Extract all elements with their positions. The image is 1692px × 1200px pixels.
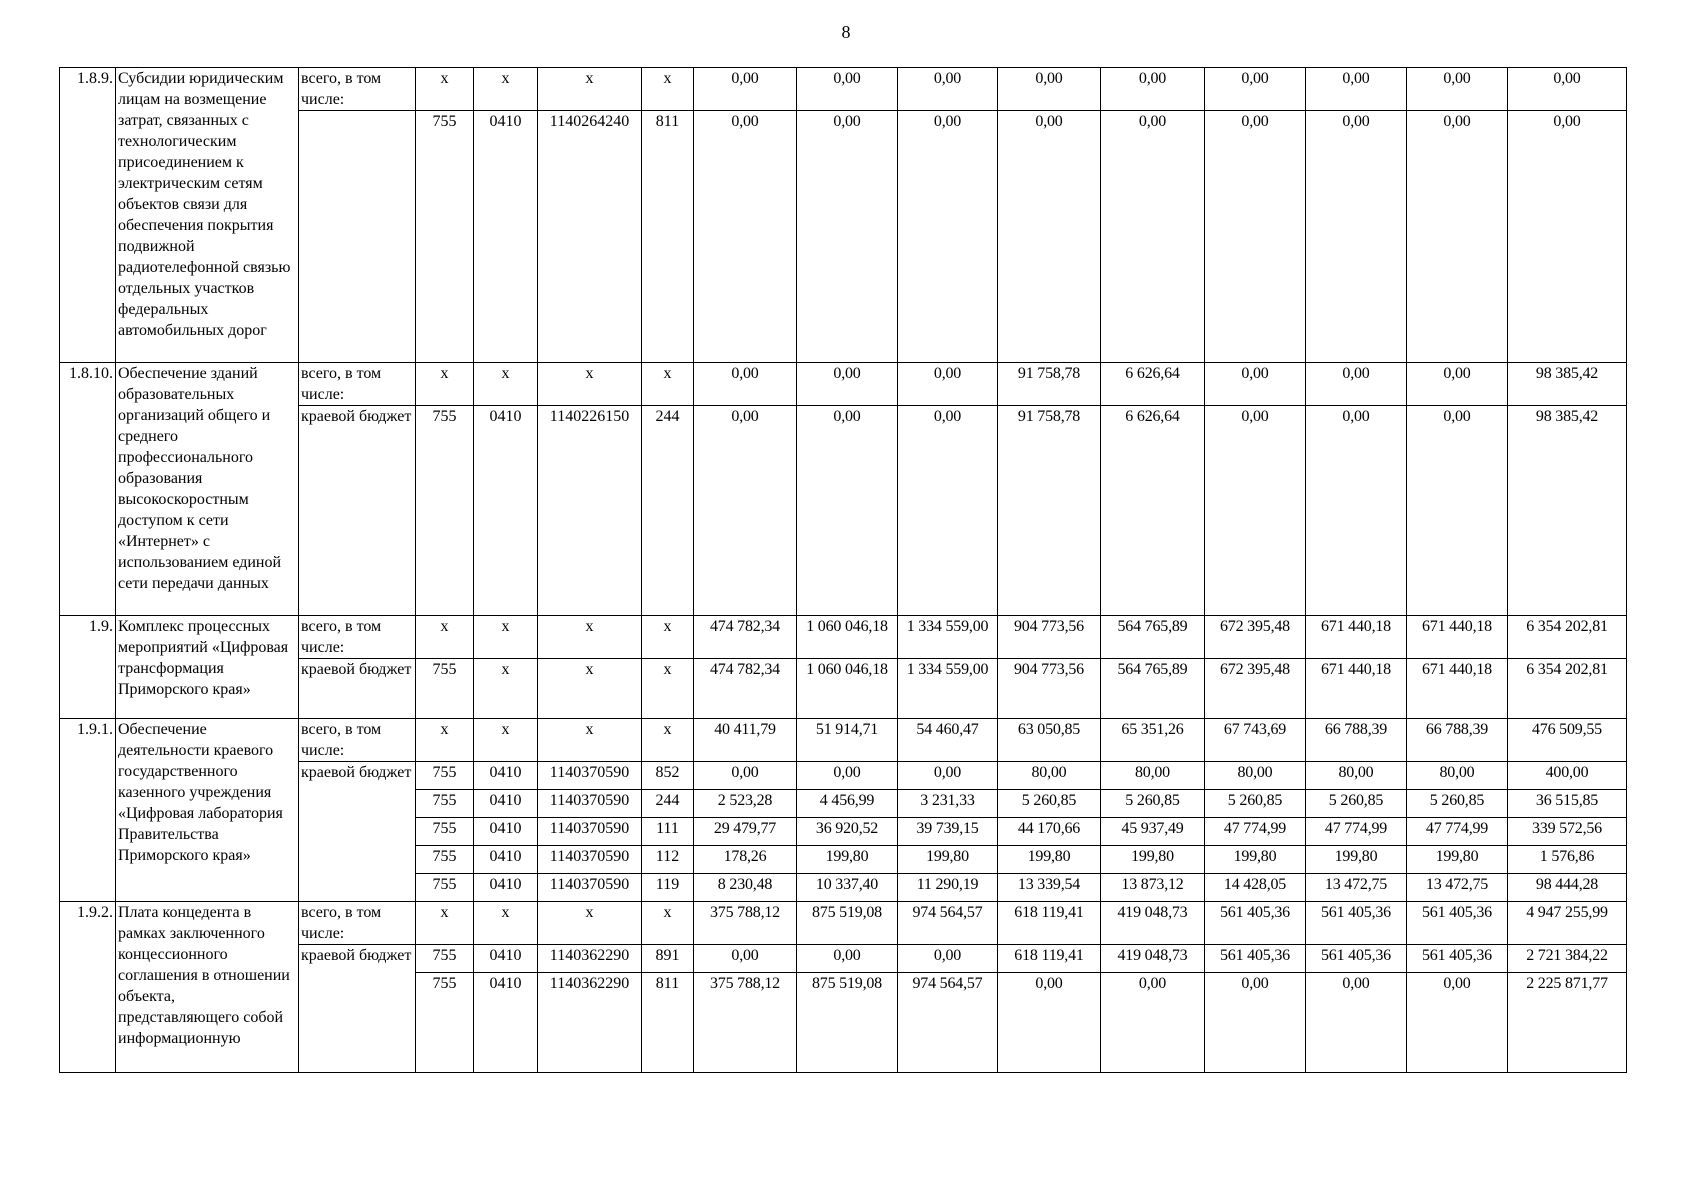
year-value: 0,00	[1205, 406, 1306, 616]
year-value: 1 334 559,00	[898, 616, 998, 659]
funding-source: всего, в том числе:	[299, 616, 416, 659]
year-value: 672 395,48	[1205, 659, 1306, 719]
year-value: 564 765,89	[1101, 616, 1205, 659]
table-row	[60, 719, 1627, 762]
year-value: 44 170,66	[998, 818, 1101, 846]
total-value: 476 509,55	[1508, 719, 1627, 762]
year-value: 375 788,12	[694, 902, 797, 945]
total-value: 4 947 255,99	[1508, 902, 1627, 945]
year-value: 375 788,12	[694, 973, 797, 1073]
total-value: 339 572,56	[1508, 818, 1627, 846]
year-value: 474 782,34	[694, 616, 797, 659]
year-value: 54 460,47	[898, 719, 998, 762]
year-value: 0,00	[694, 945, 797, 973]
vr-code: 852	[642, 762, 694, 790]
total-value: 6 354 202,81	[1508, 616, 1627, 659]
year-value: 6 626,64	[1101, 406, 1205, 616]
year-value: 618 119,41	[998, 945, 1101, 973]
year-value: 13 472,75	[1407, 874, 1508, 902]
funding-source: всего, в том числе:	[299, 363, 416, 406]
grbs-code: 755	[416, 406, 474, 616]
year-value: 0,00	[1306, 406, 1407, 616]
year-value: 36 920,52	[797, 818, 898, 846]
rzpr-code: 0410	[474, 945, 538, 973]
year-value: 671 440,18	[1407, 616, 1508, 659]
grbs-code: 755	[416, 818, 474, 846]
year-value: 0,00	[1306, 363, 1407, 406]
year-value: 5 260,85	[1205, 790, 1306, 818]
row-title: Комплекс процессных мероприятий «Цифровая трансформация Приморского края»	[116, 616, 299, 719]
vr-code: 244	[642, 790, 694, 818]
csr-code: 1140370590	[538, 846, 642, 874]
year-value: 80,00	[1407, 762, 1508, 790]
vr-code: 891	[642, 945, 694, 973]
year-value: 13 873,12	[1101, 874, 1205, 902]
year-value: 199,80	[898, 846, 998, 874]
grbs-code: 755	[416, 846, 474, 874]
year-value: 0,00	[797, 945, 898, 973]
year-value: 561 405,36	[1205, 945, 1306, 973]
year-value: 0,00	[1407, 68, 1508, 111]
year-value: 0,00	[694, 363, 797, 406]
year-value: 63 050,85	[998, 719, 1101, 762]
budget-table-body	[60, 68, 1627, 1073]
grbs-code: x	[416, 363, 474, 406]
grbs-code: 755	[416, 659, 474, 719]
year-value: 4 456,99	[797, 790, 898, 818]
row-title: Субсидии юридическим лицам на возмещение затрат, связанных с технологическим присоединением к электрическим сетям объектов связи для обеспечения покрытия подвижной радиотелефонной связью отдельных участков федеральных автомобильных дорог	[116, 68, 299, 363]
total-value: 6 354 202,81	[1508, 659, 1627, 719]
year-value: 419 048,73	[1101, 945, 1205, 973]
grbs-code: 755	[416, 111, 474, 363]
year-value: 561 405,36	[1205, 902, 1306, 945]
year-value: 10 337,40	[797, 874, 898, 902]
table-row	[60, 616, 1627, 659]
row-code: 1.9.	[60, 616, 116, 719]
vr-code: 811	[642, 111, 694, 363]
grbs-code: 755	[416, 762, 474, 790]
vr-code: x	[642, 68, 694, 111]
year-value: 80,00	[1101, 762, 1205, 790]
year-value: 45 937,49	[1101, 818, 1205, 846]
year-value: 0,00	[1306, 973, 1407, 1073]
year-value: 5 260,85	[1407, 790, 1508, 818]
csr-code: 1140370590	[538, 790, 642, 818]
year-value: 618 119,41	[998, 902, 1101, 945]
year-value: 0,00	[898, 762, 998, 790]
year-value: 91 758,78	[998, 406, 1101, 616]
year-value: 672 395,48	[1205, 616, 1306, 659]
rzpr-code: x	[474, 363, 538, 406]
rzpr-code: 0410	[474, 790, 538, 818]
year-value: 1 060 046,18	[797, 616, 898, 659]
year-value: 199,80	[797, 846, 898, 874]
year-value: 0,00	[998, 973, 1101, 1073]
year-value: 564 765,89	[1101, 659, 1205, 719]
year-value: 0,00	[1101, 111, 1205, 363]
vr-code: 112	[642, 846, 694, 874]
rzpr-code: 0410	[474, 846, 538, 874]
year-value: 199,80	[1407, 846, 1508, 874]
funding-source: краевой бюджет	[299, 659, 416, 719]
year-value: 1 334 559,00	[898, 659, 998, 719]
rzpr-code: 0410	[474, 973, 538, 1073]
year-value: 0,00	[797, 363, 898, 406]
year-value: 974 564,57	[898, 902, 998, 945]
csr-code: 1140226150	[538, 406, 642, 616]
csr-code: 1140370590	[538, 818, 642, 846]
budget-table	[59, 67, 1627, 1073]
year-value: 671 440,18	[1306, 659, 1407, 719]
year-value: 0,00	[694, 111, 797, 363]
year-value: 199,80	[1101, 846, 1205, 874]
funding-source: всего, в том числе:	[299, 902, 416, 945]
csr-code: 1140362290	[538, 945, 642, 973]
csr-code: 1140362290	[538, 973, 642, 1073]
year-value: 474 782,34	[694, 659, 797, 719]
year-value: 419 048,73	[1101, 902, 1205, 945]
year-value: 0,00	[1205, 363, 1306, 406]
year-value: 0,00	[1101, 68, 1205, 111]
year-value: 3 231,33	[898, 790, 998, 818]
total-value: 2 721 384,22	[1508, 945, 1627, 973]
year-value: 2 523,28	[694, 790, 797, 818]
year-value: 80,00	[1205, 762, 1306, 790]
rzpr-code: 0410	[474, 818, 538, 846]
funding-source: краевой бюджет	[299, 406, 416, 616]
vr-code: x	[642, 363, 694, 406]
year-value: 80,00	[998, 762, 1101, 790]
table-row	[60, 363, 1627, 406]
total-value: 400,00	[1508, 762, 1627, 790]
csr-code: x	[538, 68, 642, 111]
row-title: Обеспечение зданий образовательных организаций общего и среднего профессионального образования высокоскоростным доступом к сети «Интернет» с использованием единой сети передачи данных	[116, 363, 299, 616]
year-value: 91 758,78	[998, 363, 1101, 406]
vr-code: x	[642, 719, 694, 762]
year-value: 65 351,26	[1101, 719, 1205, 762]
year-value: 0,00	[1205, 111, 1306, 363]
vr-code: 111	[642, 818, 694, 846]
rzpr-code: x	[474, 68, 538, 111]
year-value: 6 626,64	[1101, 363, 1205, 406]
year-value: 0,00	[898, 406, 998, 616]
csr-code: x	[538, 616, 642, 659]
year-value: 199,80	[998, 846, 1101, 874]
row-code: 1.9.2.	[60, 902, 116, 1073]
rzpr-code: x	[474, 902, 538, 945]
year-value: 178,26	[694, 846, 797, 874]
year-value: 0,00	[797, 406, 898, 616]
rzpr-code: 0410	[474, 406, 538, 616]
funding-source: краевой бюджет	[299, 945, 416, 1073]
grbs-code: 755	[416, 945, 474, 973]
year-value: 66 788,39	[1306, 719, 1407, 762]
funding-source	[299, 111, 416, 363]
year-value: 0,00	[1407, 363, 1508, 406]
year-value: 0,00	[1407, 111, 1508, 363]
grbs-code: x	[416, 616, 474, 659]
year-value: 0,00	[998, 111, 1101, 363]
grbs-code: x	[416, 719, 474, 762]
year-value: 0,00	[797, 68, 898, 111]
funding-source: краевой бюджет	[299, 762, 416, 902]
row-code: 1.9.1.	[60, 719, 116, 902]
year-value: 0,00	[898, 363, 998, 406]
csr-code: 1140370590	[538, 762, 642, 790]
rzpr-code: x	[474, 616, 538, 659]
rzpr-code: x	[474, 659, 538, 719]
rzpr-code: 0410	[474, 874, 538, 902]
year-value: 199,80	[1205, 846, 1306, 874]
year-value: 561 405,36	[1306, 902, 1407, 945]
row-code: 1.8.10.	[60, 363, 116, 616]
csr-code: x	[538, 719, 642, 762]
year-value: 80,00	[1306, 762, 1407, 790]
vr-code: x	[642, 616, 694, 659]
year-value: 0,00	[1306, 111, 1407, 363]
year-value: 14 428,05	[1205, 874, 1306, 902]
total-value: 0,00	[1508, 68, 1627, 111]
year-value: 39 739,15	[898, 818, 998, 846]
year-value: 13 472,75	[1306, 874, 1407, 902]
grbs-code: 755	[416, 973, 474, 1073]
year-value: 51 914,71	[797, 719, 898, 762]
year-value: 0,00	[1205, 68, 1306, 111]
year-value: 0,00	[898, 945, 998, 973]
vr-code: 811	[642, 973, 694, 1073]
year-value: 0,00	[1205, 973, 1306, 1073]
year-value: 47 774,99	[1205, 818, 1306, 846]
year-value: 561 405,36	[1306, 945, 1407, 973]
year-value: 0,00	[694, 406, 797, 616]
csr-code: x	[538, 659, 642, 719]
total-value: 2 225 871,77	[1508, 973, 1627, 1073]
page-number: 8	[841, 22, 851, 42]
csr-code: 1140370590	[538, 874, 642, 902]
rzpr-code: 0410	[474, 111, 538, 363]
row-code: 1.8.9.	[60, 68, 116, 363]
year-value: 561 405,36	[1407, 902, 1508, 945]
year-value: 67 743,69	[1205, 719, 1306, 762]
vr-code: x	[642, 659, 694, 719]
year-value: 875 519,08	[797, 973, 898, 1073]
year-value: 904 773,56	[998, 616, 1101, 659]
year-value: 671 440,18	[1407, 659, 1508, 719]
total-value: 98 385,42	[1508, 363, 1627, 406]
year-value: 671 440,18	[1306, 616, 1407, 659]
grbs-code: 755	[416, 790, 474, 818]
year-value: 0,00	[1407, 973, 1508, 1073]
csr-code: 1140264240	[538, 111, 642, 363]
year-value: 40 411,79	[694, 719, 797, 762]
year-value: 875 519,08	[797, 902, 898, 945]
year-value: 199,80	[1306, 846, 1407, 874]
total-value: 98 385,42	[1508, 406, 1627, 616]
year-value: 0,00	[797, 762, 898, 790]
total-value: 1 576,86	[1508, 846, 1627, 874]
csr-code: x	[538, 902, 642, 945]
row-title: Обеспечение деятельности краевого государственного казенного учреждения «Цифровая лаборатория Правительства Приморского края»	[116, 719, 299, 902]
funding-source: всего, в том числе:	[299, 719, 416, 762]
year-value: 47 774,99	[1306, 818, 1407, 846]
year-value: 11 290,19	[898, 874, 998, 902]
year-value: 66 788,39	[1407, 719, 1508, 762]
year-value: 5 260,85	[1306, 790, 1407, 818]
table-row	[60, 902, 1627, 945]
year-value: 974 564,57	[898, 973, 998, 1073]
rzpr-code: 0410	[474, 762, 538, 790]
year-value: 0,00	[1306, 68, 1407, 111]
year-value: 904 773,56	[998, 659, 1101, 719]
row-title: Плата концедента в рамках заключенного концессионного соглашения в отношении объекта, представляющего собой информационную	[116, 902, 299, 1073]
table-row	[60, 68, 1627, 111]
year-value: 47 774,99	[1407, 818, 1508, 846]
year-value: 5 260,85	[998, 790, 1101, 818]
year-value: 8 230,48	[694, 874, 797, 902]
year-value: 0,00	[898, 111, 998, 363]
year-value: 5 260,85	[1101, 790, 1205, 818]
grbs-code: 755	[416, 874, 474, 902]
vr-code: 244	[642, 406, 694, 616]
total-value: 0,00	[1508, 111, 1627, 363]
rzpr-code: x	[474, 719, 538, 762]
grbs-code: x	[416, 68, 474, 111]
year-value: 0,00	[998, 68, 1101, 111]
year-value: 0,00	[797, 111, 898, 363]
year-value: 561 405,36	[1407, 945, 1508, 973]
total-value: 98 444,28	[1508, 874, 1627, 902]
year-value: 0,00	[694, 68, 797, 111]
vr-code: x	[642, 902, 694, 945]
total-value: 36 515,85	[1508, 790, 1627, 818]
year-value: 0,00	[1101, 973, 1205, 1073]
year-value: 1 060 046,18	[797, 659, 898, 719]
year-value: 0,00	[694, 762, 797, 790]
year-value: 13 339,54	[998, 874, 1101, 902]
vr-code: 119	[642, 874, 694, 902]
year-value: 0,00	[1407, 406, 1508, 616]
year-value: 0,00	[898, 68, 998, 111]
funding-source: всего, в том числе:	[299, 68, 416, 111]
csr-code: x	[538, 363, 642, 406]
grbs-code: x	[416, 902, 474, 945]
year-value: 29 479,77	[694, 818, 797, 846]
